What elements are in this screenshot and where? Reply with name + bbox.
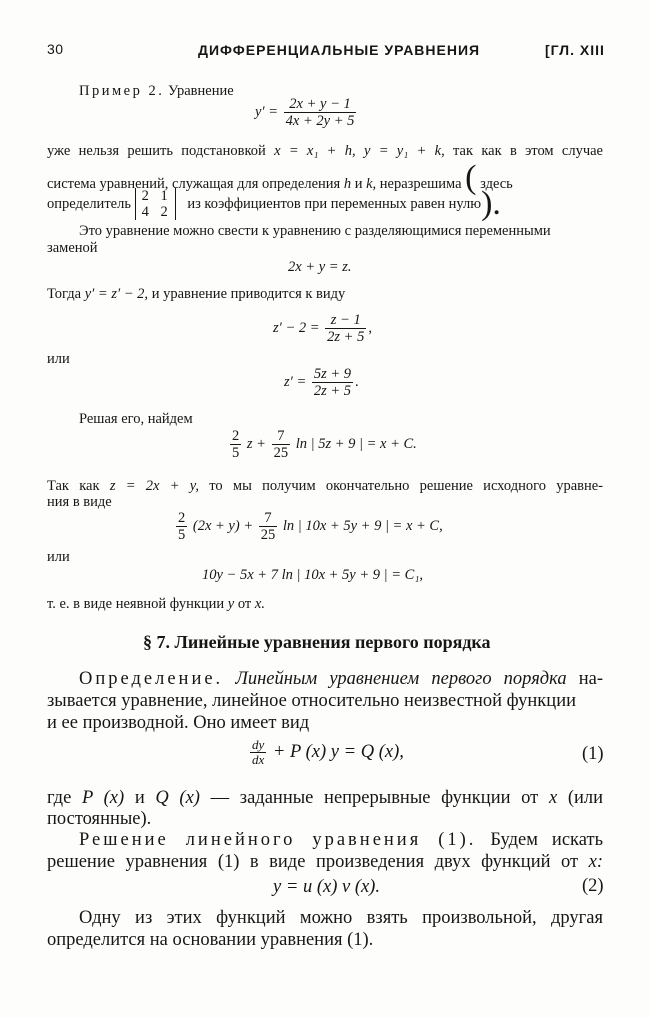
text-line: и ее производной. Оно имеет вид: [47, 713, 310, 733]
solution-label: Решение линейного уравнения (1).: [79, 830, 477, 850]
eq-numerator: 7: [272, 428, 291, 445]
equation-product: y = u (x) v (x).: [273, 877, 380, 897]
math-span: Q (x): [155, 788, 200, 808]
math-span: k,: [366, 176, 377, 192]
text-line: ния в виде: [47, 494, 112, 510]
eq-fraction: [176, 510, 187, 543]
section-heading: § 7. Линейные уравнения первого порядка: [143, 632, 491, 652]
text-span: и: [354, 176, 363, 192]
text-line: или: [47, 351, 70, 367]
eq-denominator: 2z + 5: [327, 329, 365, 345]
math-span: z +: [246, 435, 266, 452]
equation-tag-2: (2): [582, 876, 604, 896]
text-line: зывается уравнение, линейное относительно неизвестной функции: [47, 691, 576, 711]
text-line: Решая его, найдем: [79, 411, 193, 427]
math-span: y: [227, 596, 235, 612]
text-span: то мы получим окончательно решение исходного уравне-: [209, 478, 603, 494]
eq-numerator: dy: [252, 737, 265, 752]
chapter-label: [ГЛ. XIII: [545, 42, 605, 58]
running-title: ДИФФЕРЕНЦИАЛЬНЫЕ УРАВНЕНИЯ: [198, 42, 481, 58]
text-span: — заданные непрерывные функции от: [210, 788, 539, 808]
text-span: Будем искать: [490, 830, 604, 850]
text-line: постоянные).: [47, 809, 152, 829]
example-intro: Уравнение: [167, 83, 234, 99]
eq-numerator: 2: [178, 510, 186, 526]
eq-numerator: 2: [232, 428, 240, 444]
text-span: (или: [567, 788, 604, 808]
math-span: ln | 10x + 5y + 9 | = x + C,: [282, 517, 443, 534]
eq-numerator: z − 1: [325, 312, 366, 329]
eq-fraction: [325, 312, 366, 345]
substitution-equation: 2x + y = z.: [288, 259, 352, 275]
equation-final-solution: [174, 510, 443, 543]
eq-lhs: z′ − 2 =: [273, 319, 320, 336]
text-line: или: [47, 549, 70, 565]
text-span: система уравнений, служащая для определения: [47, 176, 341, 192]
big-paren-open: (: [465, 159, 477, 196]
eq-denominator: 2z + 5: [313, 383, 352, 399]
equation-tag-1: (1): [582, 744, 604, 764]
math-span: x = x₁ + h, y = y₁ + k,: [274, 143, 445, 159]
punct: ,: [368, 319, 372, 336]
math-span: h: [343, 176, 352, 192]
determinant-row: 2 1: [141, 188, 172, 204]
text-span: и уравнение приводится к виду: [151, 286, 346, 302]
example-label: Пример 2.: [79, 83, 165, 99]
text-span: неразрешима: [379, 176, 462, 192]
text-span: Так как: [47, 478, 100, 494]
math-span: P (x): [81, 788, 125, 808]
determinant-row: 4 2: [141, 204, 172, 220]
equation-implicit: 10y − 5x + 7 ln | 10x + 5y + 9 | = C₁,: [202, 567, 424, 583]
text-line: [47, 285, 345, 303]
math-span: + P (x) y = Q (x),: [272, 741, 404, 762]
punct: .: [355, 373, 359, 390]
eq-fraction: [259, 510, 278, 543]
text-span: где: [47, 788, 72, 808]
text-span: определитель: [47, 196, 131, 212]
text-line: определится на основании уравнения (1).: [47, 930, 374, 950]
text-span: решение уравнения (1) в виде произведения двух функций от: [47, 852, 579, 872]
text-line: [47, 787, 603, 809]
eq-fraction: [284, 96, 357, 129]
italic-term: Линейным уравнением первого порядка: [235, 669, 567, 689]
page-number: 30: [47, 41, 64, 57]
math-span: ln | 5z + 9 | = x + C.: [295, 435, 417, 452]
text-line: [47, 851, 603, 873]
equation-linear-ode: [248, 738, 404, 767]
equation-solution: [228, 428, 417, 461]
eq-denominator: 5: [232, 445, 240, 461]
eq-fraction: [250, 738, 266, 767]
eq-numerator: 2x + y − 1: [284, 96, 357, 113]
eq-denominator: 4x + 2y + 5: [285, 113, 355, 129]
equation-z-prime: [273, 312, 372, 345]
text-line: [47, 142, 603, 160]
text-line: [47, 595, 265, 613]
eq-fraction: [230, 428, 241, 461]
text-line: Это уравнение можно свести к уравнению с разделяющимися переменными: [79, 223, 551, 239]
example-heading: [79, 82, 234, 100]
eq-numerator: 7: [259, 510, 278, 527]
text-span: и: [134, 788, 145, 808]
eq-denominator: 25: [273, 445, 289, 461]
math-span: y′ = z′ − 2,: [84, 286, 149, 302]
text-line: [47, 477, 603, 495]
equation-z-prime-2: [284, 366, 359, 399]
math-span: z = 2x + y,: [109, 478, 199, 494]
text-span: здесь: [480, 176, 513, 192]
text-span: Тогда: [47, 286, 82, 302]
text-span: на-: [578, 669, 604, 689]
text-line: Одну из этих функций можно взять произвольной, другая: [79, 908, 603, 928]
text-line: [79, 668, 603, 690]
math-span: x:: [588, 852, 603, 872]
eq-fraction: [312, 366, 353, 399]
text-line: [47, 185, 501, 222]
text-line: [79, 829, 603, 851]
eq-fraction: [272, 428, 291, 461]
math-span: x.: [254, 596, 265, 612]
eq-lhs: y′ =: [255, 103, 279, 120]
text-line: заменой: [47, 240, 98, 256]
text-span: от: [237, 596, 252, 612]
text-span: т. е. в виде неявной функции: [47, 596, 225, 612]
determinant: [135, 188, 176, 220]
text-span: уже нельзя решить подстановкой: [47, 143, 266, 159]
definition-label: Определение.: [79, 669, 224, 689]
math-span: x: [548, 788, 558, 808]
math-span: (2x + y) +: [192, 517, 254, 534]
eq-denominator: dx: [252, 752, 265, 767]
eq-denominator: 25: [260, 527, 276, 543]
big-paren-close: ).: [481, 185, 501, 222]
text-span: из коэффициентов при переменных равен нулю: [187, 196, 482, 212]
eq-lhs: z′ =: [284, 373, 307, 390]
eq-denominator: 5: [178, 527, 186, 543]
eq-numerator: 5z + 9: [313, 366, 352, 382]
equation-example: [255, 96, 358, 129]
text-span: так как в этом случае: [453, 143, 603, 159]
